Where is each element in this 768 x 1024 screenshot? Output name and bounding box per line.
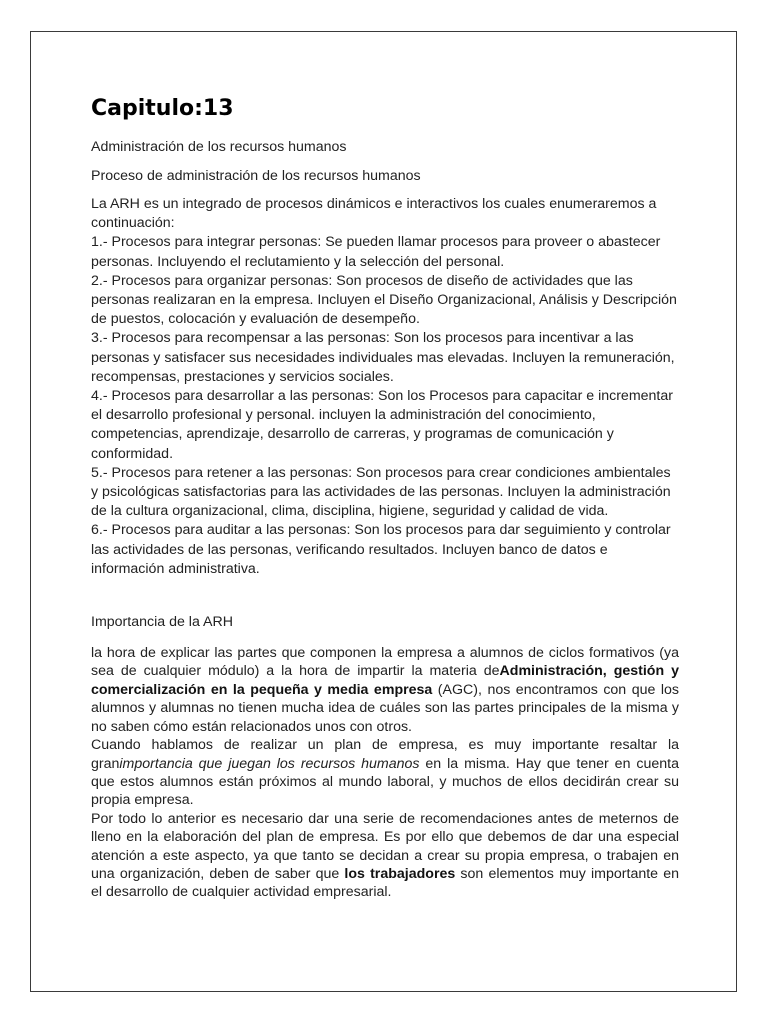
intro-paragraph: La ARH es un integrado de procesos dinámicos e interactivos los cuales enumeraremos a continuación: [91,196,657,232]
importance-paragraph-3 [91,810,679,902]
importance-paragraph-1 [91,644,679,736]
list-item: 1.- Procesos para integrar personas: Se pueden llamar procesos para proveer o abastecer personas. Incluyendo el reclutamiento y la selección del personal. [91,234,661,270]
list-item: 3.- Procesos para recompensar a las personas: Son los procesos para incentivar a las personas y satisfacer sus necesidades individuales mas elevadas. Incluyen la remuneración, recompensas, prestaciones y servicios sociales. [91,330,675,385]
p2-text-a: Cuando hablamos de realizar un plan de empresa, es muy importante resaltar la gran [91,737,679,772]
p3-bold-text: los trabajadores [344,865,456,882]
section-subtitle: Proceso de administración de los recursos humanos [91,168,421,184]
list-item: 4.- Procesos para desarrollar a las personas: Son los Procesos para capacitar e incrementar el desarrollo profesional y personal. incluyen la administración del conocimiento, competencias, aprendizaje, desarrollo de carreras, y programas de comunicación y conformidad. [91,388,673,462]
section-title: Administración de los recursos humanos [91,139,347,155]
importance-paragraph-2 [91,736,679,810]
p3-text-b: son elementos muy importante en el desarrollo de cualquier actividad empresarial. [91,865,679,901]
chapter-title: Capitulo:13 [91,96,234,121]
p1-text-b: (AGC), nos encontramos con que los alumnos y alumnas no tienen mucha idea de cuáles son las partes principales de la misma y no saben cómo están relacionados unos con otros. [91,681,679,735]
document-content [91,94,679,902]
p3-text-a: Por todo lo anterior es necesario dar una serie de recomendaciones antes de meternos de lleno en la elaboración del plan de empresa. Es por ello que debemos de dar una especial atención a este aspecto, ya que tanto se decidan a crear su propia empresa, o trabajen en una organización, deben de saber que [91,810,679,882]
importance-heading: Importancia de la ARH [91,614,233,631]
document-page [30,31,737,992]
list-item: 5.- Procesos para retener a las personas: Son procesos para crear condiciones ambientales y psicológicas satisfactorias para las actividades de las personas. Incluyen la administración de la cultura organizacional, clima, disciplina, higiene, seguridad y calidad de vida. [91,464,671,520]
p1-bold-text: Administración, gestión y comercialización en la pequeña y media empresa [91,663,679,698]
p1-text-a: la hora de explicar las partes que componen la empresa a alumnos de ciclos formativos (ya sea de cualquier módulo) a la hora de impartir la materia de [91,645,679,680]
list-item: 2.- Procesos para organizar personas: Son procesos de diseño de actividades que las personas realizaran en la empresa. Incluyen el Diseño Organizacional, Análisis y Descripción de puestos, colocación y evaluación de desempeño. [91,272,677,328]
p2-italic-text: importancia que juegan los recursos humanos [119,755,420,772]
p2-text-b: en la misma. Hay que tener en cuenta que estos alumnos están próximos al mundo laboral, y muchos de ellos decidirán crear su propia empresa. [91,755,679,809]
list-item: 6.- Procesos para auditar a las personas: Son los procesos para dar seguimiento y controlar las actividades de las personas, verificando resultados. Incluyen banco de datos e información administrativa. [91,522,671,577]
